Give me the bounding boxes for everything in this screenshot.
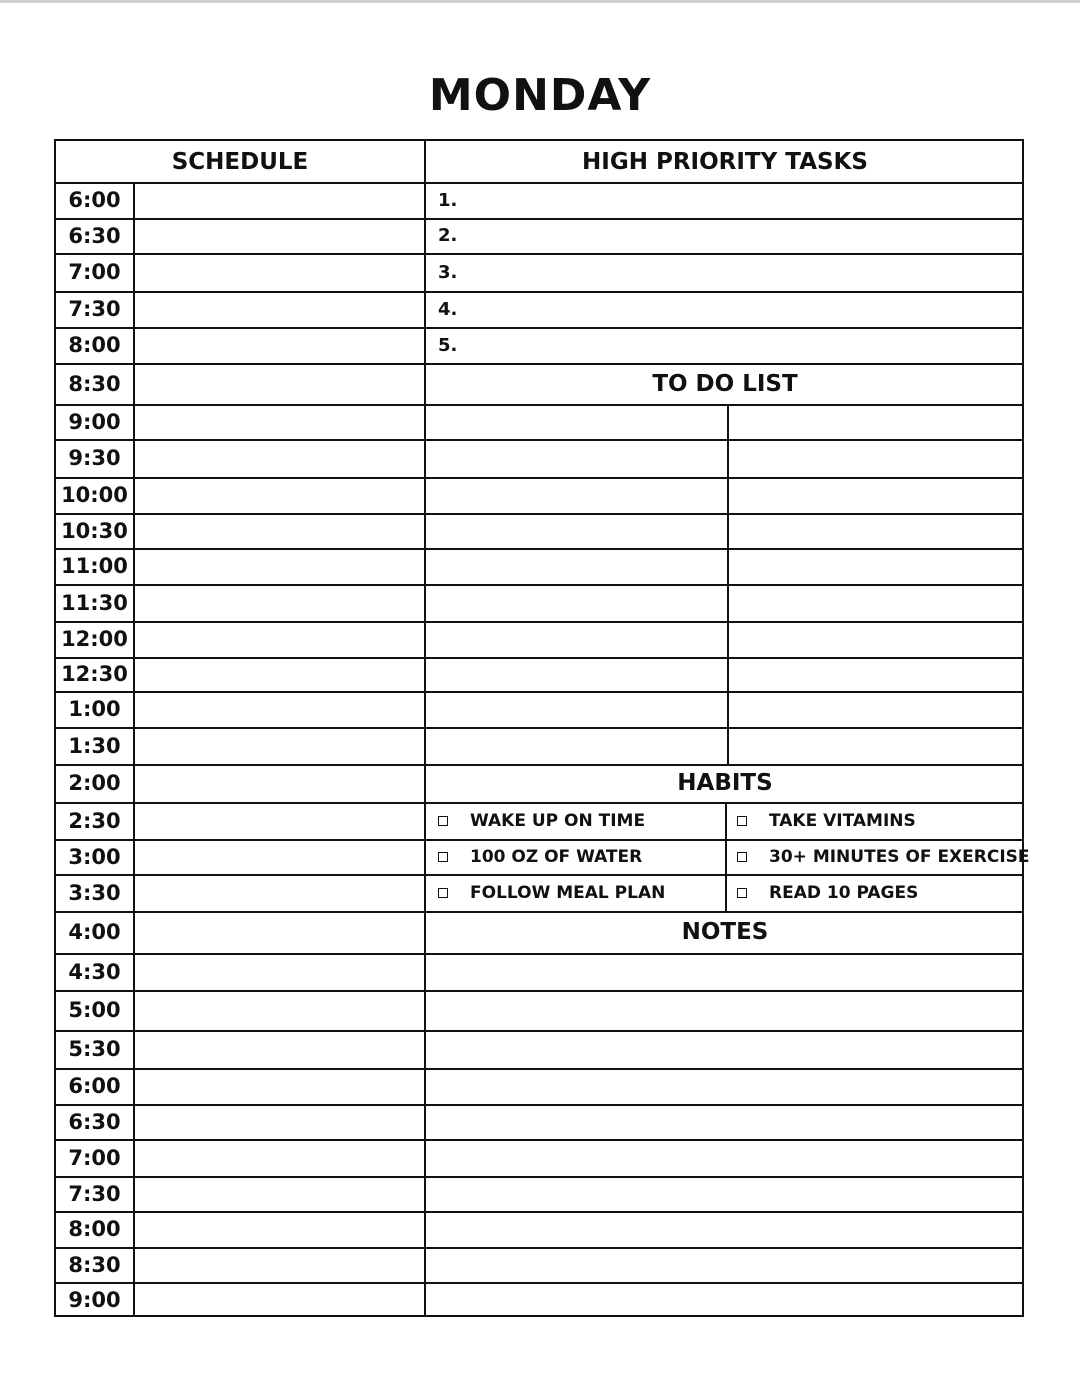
habit-label: TAKE VITAMINS <box>769 810 916 831</box>
habit-item[interactable] <box>737 874 918 911</box>
schedule-row-line <box>56 548 424 550</box>
habit-checkbox-icon[interactable] <box>737 852 747 862</box>
notes-header: NOTES <box>681 919 769 945</box>
schedule-time-label: 5:00 <box>68 998 121 1022</box>
habit-checkbox-icon[interactable] <box>737 816 747 826</box>
schedule-entry-cell[interactable] <box>135 253 424 291</box>
todo-item-cell[interactable] <box>426 584 726 621</box>
schedule-entry-cell[interactable] <box>135 327 424 363</box>
schedule-time-label: 12:00 <box>61 627 128 651</box>
schedule-row-line <box>56 1247 424 1249</box>
schedule-time-label: 4:00 <box>68 920 121 944</box>
schedule-entry-cell[interactable] <box>135 839 424 874</box>
schedule-time-label: 9:00 <box>68 409 121 434</box>
schedule-time-label: 8:00 <box>68 333 121 357</box>
schedule-entry-cell[interactable] <box>135 1104 424 1139</box>
todo-item-cell[interactable] <box>426 621 726 657</box>
schedule-entry-cell[interactable] <box>135 911 424 953</box>
todo-item-cell[interactable] <box>729 621 1024 657</box>
todo-item-cell[interactable] <box>729 477 1024 513</box>
habit-label: WAKE UP ON TIME <box>470 810 646 831</box>
notes-line-cell[interactable] <box>426 1068 1024 1104</box>
habit-checkbox-icon[interactable] <box>438 816 448 826</box>
priority-task-entry[interactable] <box>456 182 1016 218</box>
priority-task-number: 5. <box>438 334 458 356</box>
schedule-time-label: 8:30 <box>68 1252 121 1277</box>
priority-task-entry[interactable] <box>456 327 1016 363</box>
schedule-row-line <box>56 253 424 255</box>
schedule-time-label: 6:30 <box>68 1109 121 1134</box>
schedule-entry-cell[interactable] <box>135 1176 424 1211</box>
habits-column-divider <box>725 802 727 911</box>
schedule-row-line <box>56 439 424 441</box>
schedule-entry-cell[interactable] <box>135 584 424 621</box>
schedule-entry-cell[interactable] <box>135 218 424 253</box>
schedule-entry-cell[interactable] <box>135 764 424 802</box>
schedule-time-label: 3:30 <box>68 880 121 905</box>
todo-item-cell[interactable] <box>729 439 1024 477</box>
schedule-row-line <box>56 1282 424 1284</box>
todo-item-cell[interactable] <box>729 584 1024 621</box>
priority-task-entry[interactable] <box>456 253 1016 291</box>
schedule-row-line <box>56 657 424 659</box>
planner-grid <box>54 139 1030 1317</box>
schedule-entry-cell[interactable] <box>135 990 424 1030</box>
schedule-row-line <box>56 363 424 365</box>
schedule-entry-cell[interactable] <box>135 548 424 584</box>
todo-header: TO DO LIST <box>652 370 798 397</box>
schedule-entry-cell[interactable] <box>135 874 424 911</box>
schedule-time-label: 1:30 <box>68 733 121 758</box>
priority-task-entry[interactable] <box>456 291 1016 327</box>
schedule-time-label: 8:00 <box>68 1217 121 1241</box>
habit-checkbox-icon[interactable] <box>737 888 747 898</box>
schedule-time-label: 10:30 <box>61 518 128 543</box>
habit-label: 30+ MINUTES OF EXERCISE <box>769 846 1030 867</box>
schedule-time-label: 2:30 <box>68 808 121 833</box>
schedule-row-line <box>56 291 424 293</box>
right-row-line <box>424 764 1024 766</box>
schedule-entry-cell[interactable] <box>135 1068 424 1104</box>
schedule-time-label: 3:00 <box>68 844 121 869</box>
todo-item-cell[interactable] <box>426 404 726 439</box>
schedule-entry-cell[interactable] <box>135 727 424 764</box>
notes-line-cell[interactable] <box>426 1247 1024 1282</box>
schedule-time-label: 10:00 <box>61 483 128 507</box>
priority-task-number: 2. <box>438 225 458 246</box>
habit-item[interactable] <box>438 874 665 911</box>
schedule-entry-cell[interactable] <box>135 1030 424 1068</box>
schedule-entry-cell[interactable] <box>135 513 424 548</box>
todo-item-cell[interactable] <box>729 727 1024 764</box>
schedule-row-line <box>56 911 424 913</box>
notes-line-cell[interactable] <box>426 1104 1024 1139</box>
schedule-row-line <box>56 584 424 586</box>
schedule-row-line <box>56 764 424 766</box>
schedule-row-line <box>56 802 424 804</box>
schedule-time-label: 9:30 <box>68 446 121 470</box>
schedule-row-line <box>56 327 424 329</box>
schedule-row-line <box>56 477 424 479</box>
schedule-entry-cell[interactable] <box>135 1139 424 1176</box>
priority-header: HIGH PRIORITY TASKS <box>582 148 868 175</box>
todo-item-cell[interactable] <box>426 691 726 727</box>
schedule-row-line <box>56 953 424 955</box>
habit-item[interactable] <box>737 839 1030 874</box>
schedule-time-label: 9:00 <box>68 1287 121 1312</box>
schedule-entry-cell[interactable] <box>135 691 424 727</box>
notes-line-cell[interactable] <box>426 1139 1024 1176</box>
habit-label: FOLLOW MEAL PLAN <box>470 882 666 903</box>
schedule-entry-cell[interactable] <box>135 439 424 477</box>
habits-header: HABITS <box>677 770 773 796</box>
schedule-row-line <box>56 1139 424 1141</box>
habit-checkbox-icon[interactable] <box>438 852 448 862</box>
schedule-time-label: 5:30 <box>68 1037 121 1061</box>
todo-item-cell[interactable] <box>729 548 1024 584</box>
habit-label: READ 10 PAGES <box>769 882 919 903</box>
notes-line-cell[interactable] <box>426 1176 1024 1211</box>
right-row-line <box>424 911 1024 913</box>
schedule-row-line <box>56 1104 424 1106</box>
habit-checkbox-icon[interactable] <box>438 888 448 898</box>
schedule-entry-cell[interactable] <box>135 1211 424 1247</box>
schedule-entry-cell[interactable] <box>135 404 424 439</box>
todo-item-cell[interactable] <box>426 657 726 691</box>
todo-item-cell[interactable] <box>426 548 726 584</box>
schedule-row-line <box>56 874 424 876</box>
priority-task-number: 4. <box>438 298 458 320</box>
habit-label: 100 OZ OF WATER <box>470 846 643 867</box>
schedule-entry-cell[interactable] <box>135 363 424 404</box>
schedule-row-line <box>56 691 424 693</box>
todo-item-cell[interactable] <box>729 513 1024 548</box>
schedule-time-label: 11:00 <box>61 554 128 578</box>
schedule-row-line <box>56 727 424 729</box>
schedule-row-line <box>56 1176 424 1178</box>
priority-task-entry[interactable] <box>456 218 1016 253</box>
schedule-entry-cell[interactable] <box>135 621 424 657</box>
habit-item[interactable] <box>438 839 642 874</box>
priority-task-number: 1. <box>438 189 458 211</box>
notes-line-cell[interactable] <box>426 1030 1024 1068</box>
todo-item-cell[interactable] <box>426 439 726 477</box>
schedule-entry-cell[interactable] <box>135 1282 424 1317</box>
schedule-time-label: 6:00 <box>68 1074 121 1098</box>
notes-line-cell[interactable] <box>426 1211 1024 1247</box>
schedule-row-line <box>56 1068 424 1070</box>
habit-item[interactable] <box>737 802 916 839</box>
schedule-time-label: 8:30 <box>68 371 121 396</box>
todo-item-cell[interactable] <box>426 477 726 513</box>
schedule-time-label: 7:30 <box>68 297 121 321</box>
schedule-row-line <box>56 513 424 515</box>
todo-item-cell[interactable] <box>729 691 1024 727</box>
schedule-entry-cell[interactable] <box>135 953 424 990</box>
todo-item-cell[interactable] <box>426 727 726 764</box>
notes-line-cell[interactable] <box>426 990 1024 1030</box>
schedule-entry-cell[interactable] <box>135 182 424 218</box>
schedule-entry-cell[interactable] <box>135 657 424 691</box>
priority-task-number: 3. <box>438 261 458 283</box>
todo-item-cell[interactable] <box>729 657 1024 691</box>
schedule-time-label: 12:30 <box>61 662 128 686</box>
schedule-time-label: 6:30 <box>68 223 121 248</box>
schedule-time-label: 6:00 <box>68 188 121 212</box>
schedule-entry-cell[interactable] <box>135 802 424 839</box>
notes-line-cell[interactable] <box>426 953 1024 990</box>
schedule-time-label: 1:00 <box>68 697 121 721</box>
right-row-line <box>424 363 1024 365</box>
schedule-row-line <box>56 182 424 184</box>
schedule-time-label: 7:00 <box>68 260 121 284</box>
schedule-row-line <box>56 1030 424 1032</box>
schedule-row-line <box>56 404 424 406</box>
todo-item-cell[interactable] <box>426 513 726 548</box>
notes-line-cell[interactable] <box>426 1282 1024 1317</box>
top-border <box>0 0 1080 3</box>
schedule-time-label: 7:30 <box>68 1181 121 1206</box>
schedule-row-line <box>56 621 424 623</box>
page-title: MONDAY <box>428 70 652 121</box>
schedule-row-line <box>56 218 424 220</box>
schedule-time-label: 7:00 <box>68 1145 121 1170</box>
schedule-entry-cell[interactable] <box>135 477 424 513</box>
todo-item-cell[interactable] <box>729 404 1024 439</box>
habit-item[interactable] <box>438 802 645 839</box>
schedule-row-line <box>56 1211 424 1213</box>
schedule-entry-cell[interactable] <box>135 1247 424 1282</box>
schedule-time-label: 2:00 <box>68 771 121 795</box>
schedule-time-label: 4:30 <box>68 959 121 984</box>
schedule-row-line <box>56 990 424 992</box>
schedule-header: SCHEDULE <box>171 148 309 175</box>
schedule-row-line <box>56 839 424 841</box>
schedule-time-label: 11:30 <box>61 590 128 615</box>
schedule-entry-cell[interactable] <box>135 291 424 327</box>
